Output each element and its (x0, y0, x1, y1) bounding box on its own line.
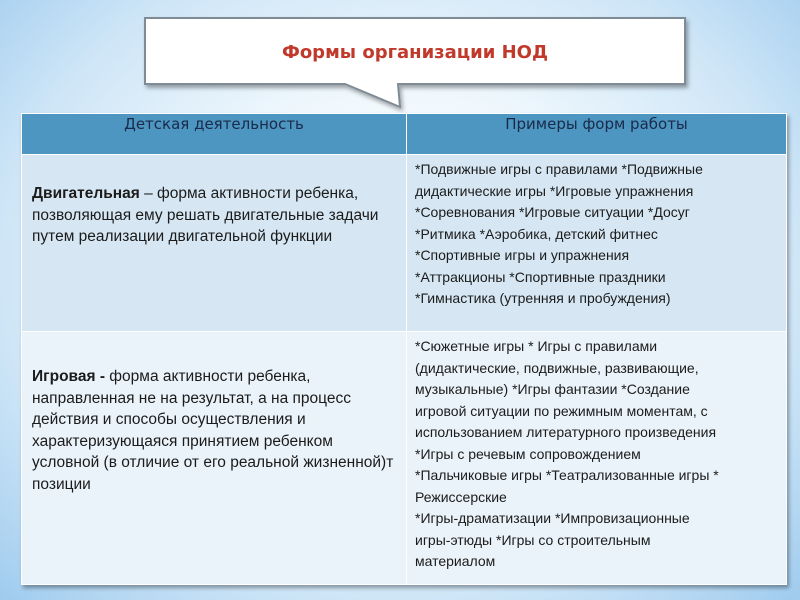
example-line: *Аттракционы *Спортивные праздники (415, 268, 666, 285)
table-row (22, 155, 787, 332)
example-line: игровой ситуации по режимным моментам, с (415, 402, 708, 419)
forms-table (21, 113, 787, 585)
example-line: Режиссерские (415, 488, 507, 505)
example-line: *Ритмика *Аэробика, детский фитнес (415, 225, 658, 242)
page-title: Формы организации НОД (281, 41, 549, 63)
example-line: *Игры с речевым сопровождением (415, 445, 641, 462)
activity-cell (22, 155, 407, 332)
activity-cell (22, 332, 407, 585)
example-line: *Гимнастика (утренняя и пробуждения) (415, 290, 671, 306)
example-line: (дидактические, подвижные, развивающие, (415, 359, 699, 376)
activity-term: Игровая - (32, 368, 105, 385)
example-line: *Сюжетные игры * Игры с правилами (415, 338, 658, 354)
example-line: *Спортивные игры и упражнения (415, 247, 630, 263)
title-callout (0, 0, 800, 115)
examples-cell (407, 332, 787, 585)
example-line: *Пальчиковые игры *Театрализованные игры * (415, 467, 719, 483)
example-line: дидактические игры *Игровые упражнения (415, 182, 694, 199)
table-header-row (22, 114, 787, 155)
example-line: музыкальные) *Игры фантазии *Создание (415, 381, 690, 397)
example-line: *Соревнования *Игровые ситуации *Досуг (415, 204, 690, 220)
activity-term: Двигательная (32, 185, 140, 202)
header-examples: Примеры форм работы (407, 114, 787, 155)
example-line: *Игры-драматизации *Импровизационные (415, 510, 690, 526)
example-line: материалом (415, 553, 496, 569)
example-line: игры-этюды *Игры со строительным (415, 531, 651, 548)
header-activity: Детская деятельность (22, 114, 407, 155)
example-line: использованием литературного произведения (415, 424, 717, 440)
activity-definition: – форма активности ребенка, позволяющая ему решать двигательные задачи путем реализации двигательной функции (32, 185, 379, 245)
activity-definition: форма активности ребенка, направленная не на результат, а на процесс действия и способы осуществления и характеризующаяся принятием ребенком условной (в отличие от его реальной жизненной)т позиции (32, 368, 394, 493)
examples-cell (407, 155, 787, 332)
table-row (22, 332, 787, 585)
example-line: *Подвижные игры с правилами *Подвижные (415, 161, 703, 177)
